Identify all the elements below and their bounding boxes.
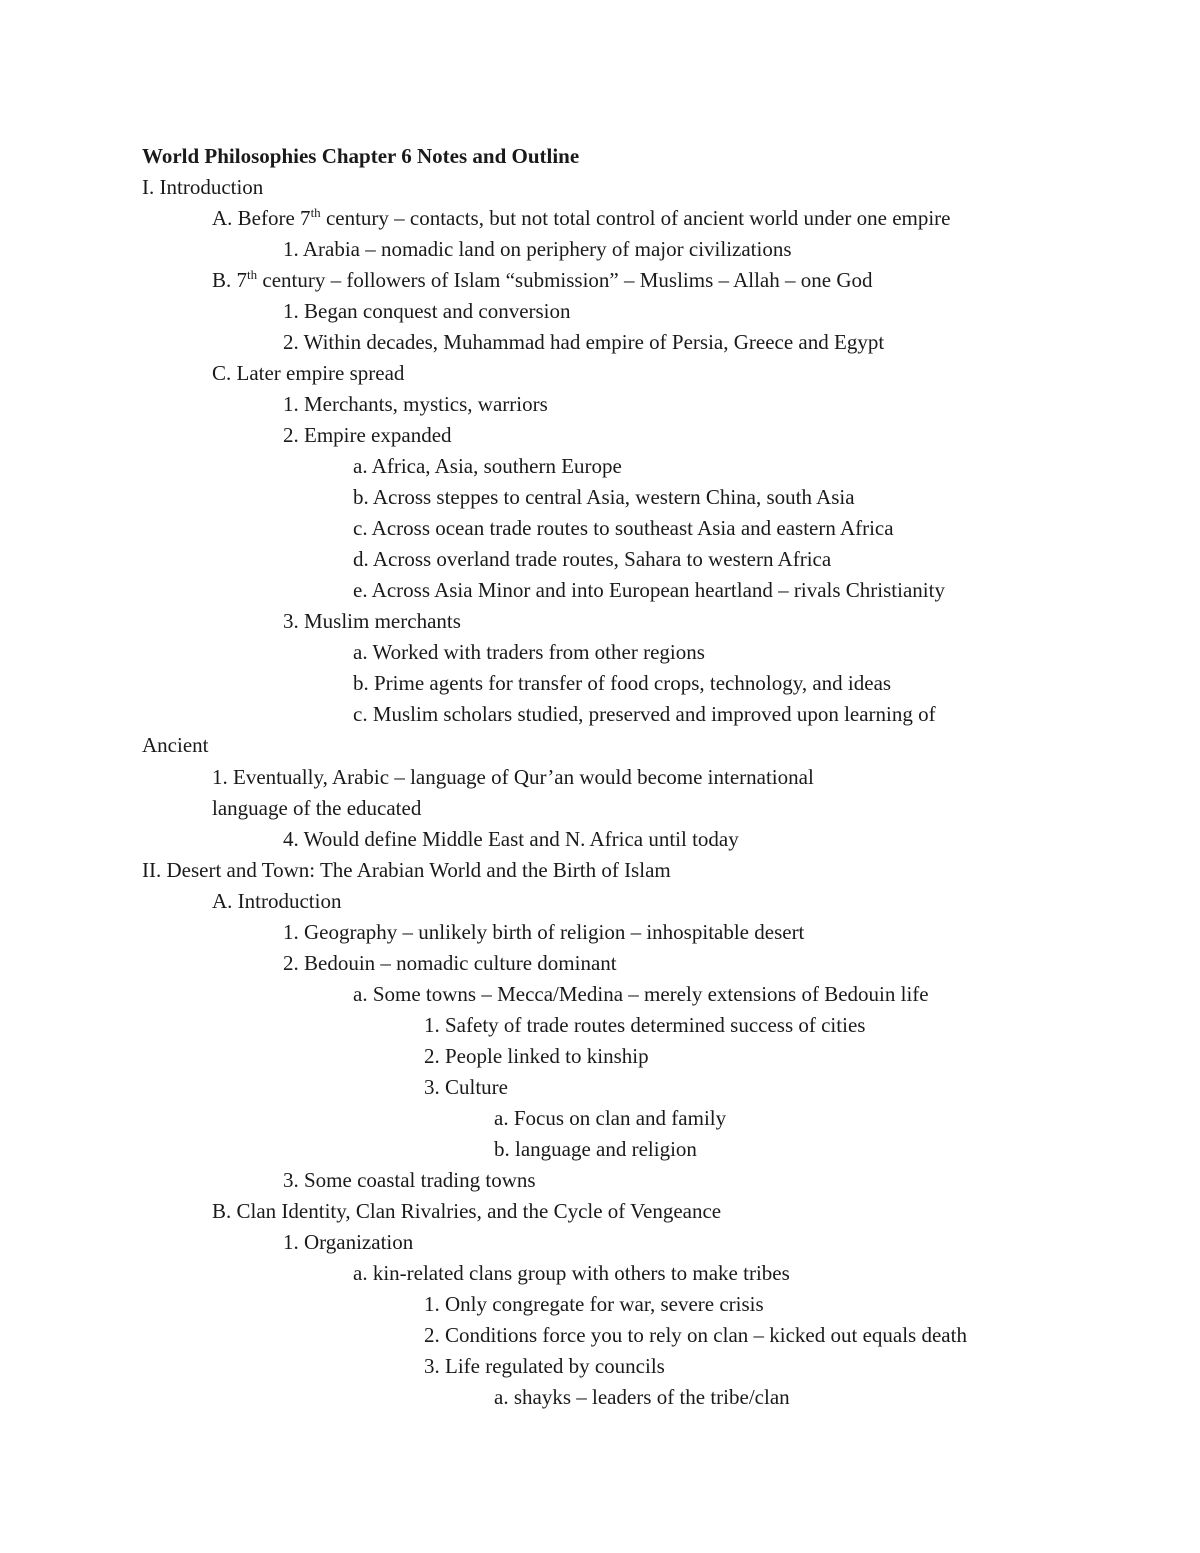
outline-line: 3. Muslim merchants [283,609,461,633]
outline-line [212,265,873,296]
outline-line: 1. Began conquest and conversion [283,299,571,323]
outline-line: a. Focus on clan and family [494,1106,727,1130]
superscript: th [247,267,258,282]
outline-line: a. Worked with traders from other regions [353,640,705,664]
outline-line: 2. People linked to kinship [424,1044,649,1068]
outline-line: a. Some towns – Mecca/Medina – merely extensions of Bedouin life [353,982,929,1006]
outline-line: 1. Eventually, Arabic – language of Qur’an would become international [212,765,814,789]
outline-line: b. language and religion [494,1137,697,1161]
outline-line [212,203,951,234]
outline-line-text: A. Before 7 [212,206,311,230]
outline-line-text: century – contacts, but not total control of ancient world under one empire [320,206,951,230]
outline-line: a. kin-related clans group with others to make tribes [353,1261,790,1285]
outline-line: Ancient [142,733,209,757]
document-title: World Philosophies Chapter 6 Notes and Outline [142,144,580,168]
outline-line: A. Introduction [212,889,342,913]
outline-line: c. Across ocean trade routes to southeast Asia and eastern Africa [353,516,894,540]
outline-line: 1. Organization [283,1230,414,1254]
outline-line: II. Desert and Town: The Arabian World and the Birth of Islam [142,858,671,882]
outline-line: 4. Would define Middle East and N. Africa until today [283,827,739,851]
outline-line: 1. Arabia – nomadic land on periphery of major civilizations [283,237,792,261]
superscript: th [310,205,321,220]
outline-line: 2. Conditions force you to rely on clan – kicked out equals death [424,1323,967,1347]
outline-line: 2. Bedouin – nomadic culture dominant [283,951,617,975]
outline-line: B. Clan Identity, Clan Rivalries, and the Cycle of Vengeance [212,1199,722,1223]
outline-line: I. Introduction [142,175,264,199]
outline-line: b. Across steppes to central Asia, western China, south Asia [353,485,855,509]
outline-line: language of the educated [212,796,422,820]
outline-line: 2. Empire expanded [283,423,452,447]
outline-line: 3. Life regulated by councils [424,1354,665,1378]
outline-line: 3. Culture [424,1075,508,1099]
outline-line-text: B. 7 [212,268,248,292]
outline-line: e. Across Asia Minor and into European heartland – rivals Christianity [353,578,945,602]
outline-line: 1. Only congregate for war, severe crisis [424,1292,764,1316]
outline-line: 1. Merchants, mystics, warriors [283,392,548,416]
outline-line-text: century – followers of Islam “submission” – Muslims – Allah – one God [257,268,873,292]
outline-line: C. Later empire spread [212,361,405,385]
outline-line: c. Muslim scholars studied, preserved and improved upon learning of [353,702,936,726]
outline-line: d. Across overland trade routes, Sahara to western Africa [353,547,832,571]
outline-line: 2. Within decades, Muhammad had empire of Persia, Greece and Egypt [283,330,885,354]
outline-line: 1. Geography – unlikely birth of religion – inhospitable desert [283,920,805,944]
outline-line: a. shayks – leaders of the tribe/clan [494,1385,790,1409]
outline-line: 3. Some coastal trading towns [283,1168,536,1192]
outline-line: 1. Safety of trade routes determined success of cities [424,1013,866,1037]
outline-line: a. Africa, Asia, southern Europe [353,454,622,478]
outline-line: b. Prime agents for transfer of food crops, technology, and ideas [353,671,892,695]
